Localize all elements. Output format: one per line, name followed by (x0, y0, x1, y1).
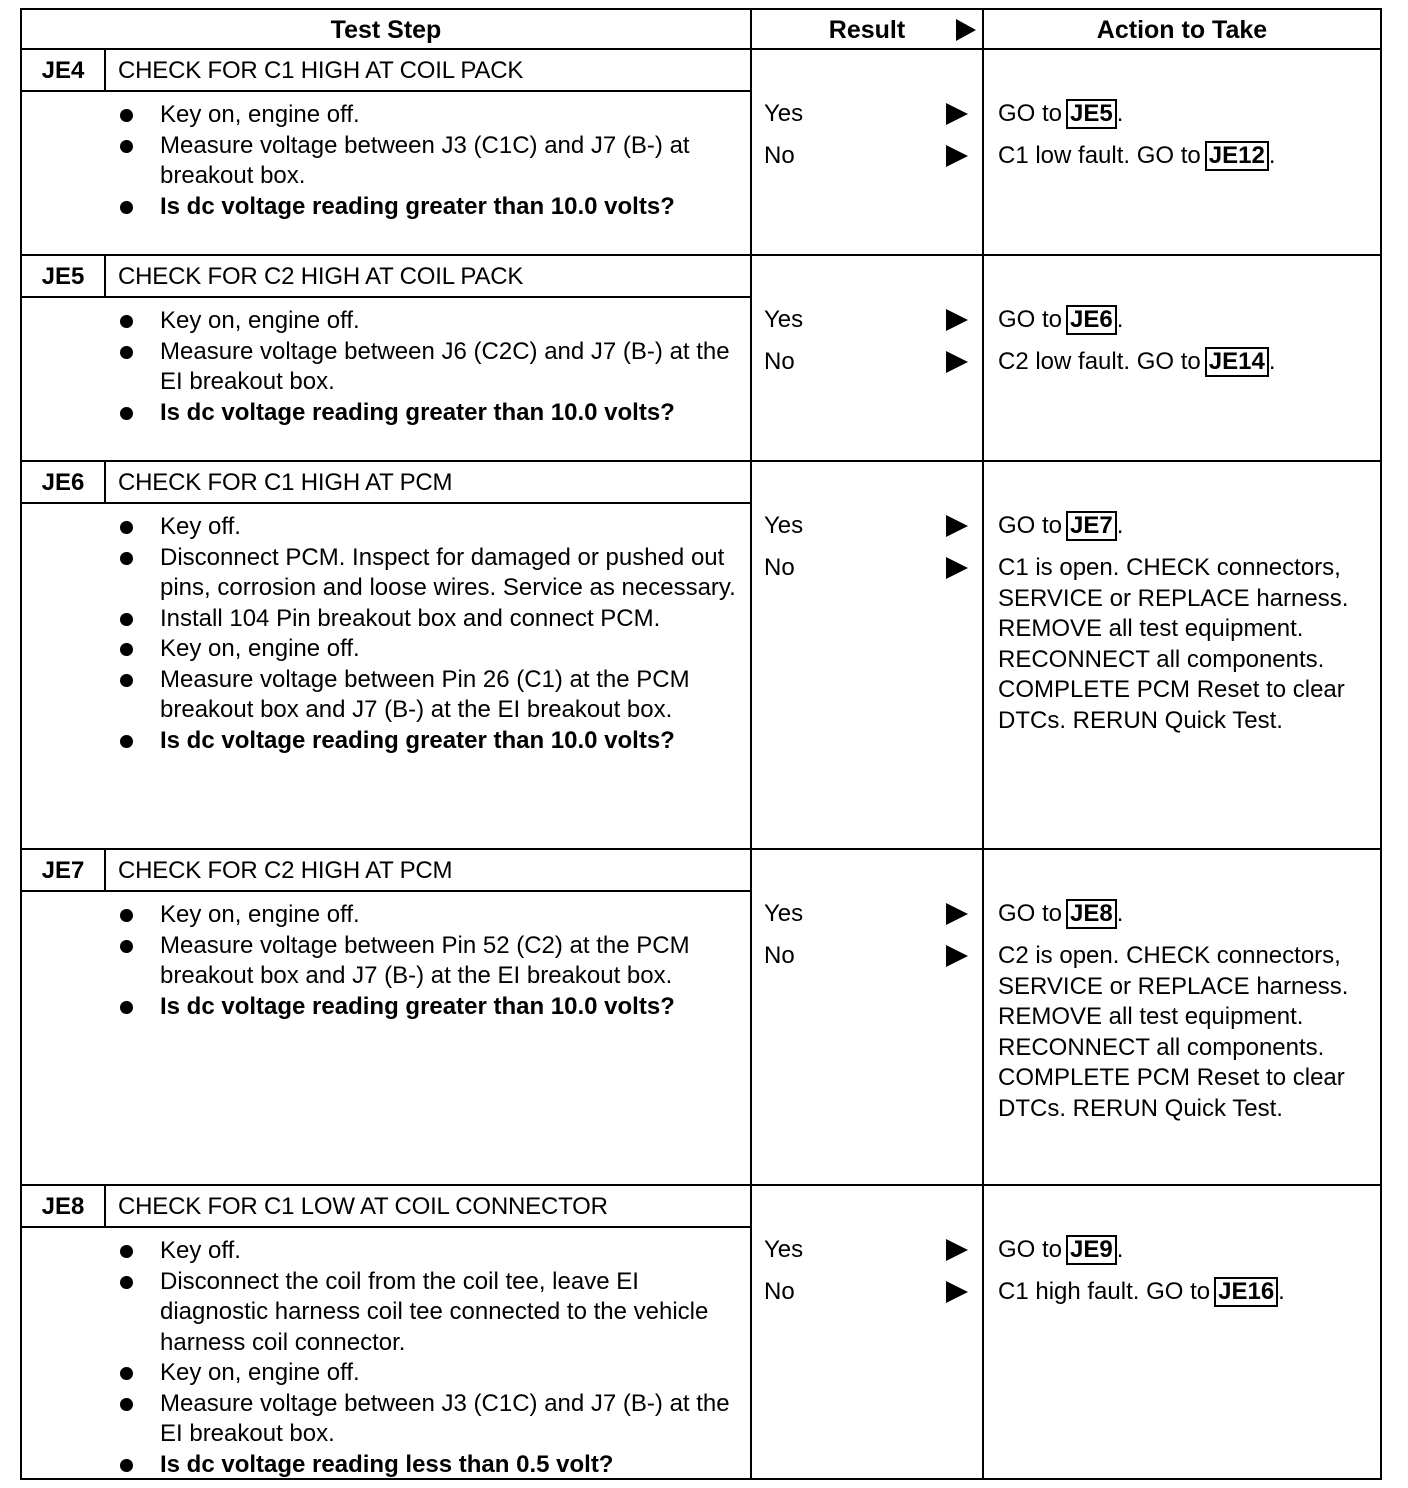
instruction-item (116, 604, 736, 635)
goto-ref-link[interactable]: JE9 (1066, 1235, 1117, 1265)
test-step-cell (22, 50, 752, 254)
test-step-cell (22, 1186, 752, 1478)
step-instructions (116, 306, 736, 428)
action-yes: GO to JE5 . (998, 100, 1124, 127)
step-title-row (22, 850, 750, 892)
action-cell (984, 462, 1380, 848)
arrow-right-icon (946, 309, 968, 331)
instruction-text: Measure voltage between Pin 26 (C1) at the PCM breakout box and J7 (B-) at the EI breakout box. (160, 665, 690, 723)
arrow-right-icon (946, 1281, 968, 1303)
step-row-je6 (22, 462, 1380, 850)
instruction-item (116, 100, 736, 131)
action-cell (984, 1186, 1380, 1478)
bullet-icon (120, 1001, 133, 1014)
goto-ref-link[interactable]: JE6 (1066, 305, 1117, 335)
table-header (22, 10, 1380, 50)
instruction-text: Key on, engine off. (160, 307, 360, 334)
step-id: JE5 (22, 256, 106, 296)
result-cell (752, 256, 984, 460)
question-text: Is dc voltage reading greater than 10.0 volts? (160, 726, 675, 754)
instruction-text: Install 104 Pin breakout box and connect PCM. (160, 604, 661, 632)
arrow-right-icon (946, 903, 968, 925)
result-no-label: No (764, 942, 795, 969)
goto-ref-link[interactable]: JE7 (1066, 511, 1117, 541)
result-no-label: No (764, 348, 795, 375)
question-item (116, 1450, 736, 1481)
bullet-icon (120, 909, 133, 922)
bullet-icon (120, 109, 133, 122)
instruction-text: Key on, engine off. (160, 101, 360, 128)
instruction-text: Key on, engine off. (160, 1359, 360, 1386)
bullet-icon (120, 613, 133, 626)
instruction-item (116, 1389, 736, 1450)
instruction-text: Measure voltage between J6 (C2C) and J7 (B-) at the EI breakout box. (160, 337, 730, 395)
step-instructions (116, 512, 736, 756)
bullet-icon (120, 735, 133, 748)
instruction-item (116, 634, 736, 665)
instruction-item (116, 337, 736, 398)
bullet-icon (120, 1245, 133, 1258)
step-title-row (22, 1186, 750, 1228)
step-row-je7 (22, 850, 1380, 1186)
result-yes-label: Yes (764, 306, 804, 333)
step-row-je4 (22, 50, 1380, 256)
test-step-cell (22, 462, 752, 848)
step-title: CHECK FOR C1 HIGH AT COIL PACK (118, 57, 524, 84)
bullet-icon (120, 643, 133, 656)
arrow-right-icon (946, 945, 968, 967)
result-cell (752, 1186, 984, 1478)
instruction-item (116, 931, 736, 992)
step-row-je5 (22, 256, 1380, 462)
instruction-item (116, 900, 736, 931)
bullet-icon (120, 140, 133, 153)
question-text: Is dc voltage reading greater than 10.0 volts? (160, 398, 675, 426)
diagnostic-table (20, 8, 1382, 1480)
question-text: Is dc voltage reading greater than 10.0 volts? (160, 192, 675, 220)
action-yes-text: GO to (998, 306, 1063, 333)
step-id: JE4 (22, 50, 106, 90)
instruction-item (116, 665, 736, 726)
step-row-je8 (22, 1186, 1380, 1478)
result-yes-label: Yes (764, 1236, 804, 1263)
instruction-item (116, 1236, 736, 1267)
step-instructions (116, 100, 736, 222)
step-title-row (22, 256, 750, 298)
result-no-label: No (764, 554, 795, 581)
goto-ref-link[interactable]: JE8 (1066, 899, 1117, 929)
result-no (764, 940, 974, 972)
bullet-icon (120, 674, 133, 687)
result-yes-label: Yes (764, 100, 804, 127)
action-no-text: C1 high fault. GO to (998, 1278, 1211, 1305)
arrow-right-icon (946, 351, 968, 373)
bullet-icon (120, 1367, 133, 1380)
instruction-text: Key on, engine off. (160, 901, 360, 928)
result-yes (764, 510, 974, 542)
action-no-text: C2 low fault. GO to (998, 348, 1201, 375)
arrow-right-icon (956, 19, 976, 41)
bullet-icon (120, 346, 133, 359)
action-no: C1 high fault. GO to JE16 . (998, 1278, 1285, 1305)
question-text: Is dc voltage reading less than 0.5 volt? (160, 1450, 614, 1478)
instruction-text: Measure voltage between J3 (C1C) and J7 (B-) at the EI breakout box. (160, 1389, 730, 1447)
result-no (764, 140, 974, 172)
action-cell (984, 850, 1380, 1184)
action-yes: GO to JE7 . (998, 512, 1124, 539)
instruction-item (116, 306, 736, 337)
bullet-icon (120, 201, 133, 214)
goto-ref-link[interactable]: JE16 (1214, 1277, 1278, 1307)
step-id: JE7 (22, 850, 106, 890)
step-title: CHECK FOR C2 HIGH AT COIL PACK (118, 263, 524, 290)
action-yes: GO to JE9 . (998, 1236, 1124, 1263)
result-no (764, 552, 974, 584)
question-item (116, 992, 736, 1023)
result-yes-label: Yes (764, 512, 804, 539)
bullet-icon (120, 407, 133, 420)
question-item (116, 726, 736, 757)
action-no: C1 is open. CHECK connectors, SERVICE or REPLACE harness. REMOVE all test equipment. RECONNECT all components. COMPLETE PCM Reset to clear DTCs. RERUN Quick Test. (998, 554, 1349, 734)
arrow-right-icon (946, 145, 968, 167)
step-instructions (116, 900, 736, 1022)
action-cell (984, 50, 1380, 254)
test-step-cell (22, 850, 752, 1184)
step-title: CHECK FOR C2 HIGH AT PCM (118, 857, 453, 884)
header-test-step: Test Step (22, 10, 752, 48)
action-yes-text: GO to (998, 100, 1063, 127)
result-no-label: No (764, 1278, 795, 1305)
action-no: C1 low fault. GO to JE12 . (998, 142, 1276, 169)
action-no: C2 low fault. GO to JE14 . (998, 348, 1276, 375)
step-title-row (22, 462, 750, 504)
step-title-row (22, 50, 750, 92)
bullet-icon (120, 1276, 133, 1289)
result-yes-label: Yes (764, 900, 804, 927)
instruction-text: Key off. (160, 1237, 241, 1264)
action-yes-text: GO to (998, 900, 1063, 927)
goto-ref-link[interactable]: JE14 (1205, 347, 1269, 377)
result-no (764, 346, 974, 378)
bullet-icon (120, 315, 133, 328)
action-yes: GO to JE6 . (998, 306, 1124, 333)
question-item (116, 398, 736, 429)
step-instructions (116, 1236, 736, 1480)
instruction-text: Key on, engine off. (160, 635, 360, 662)
bullet-icon (120, 1459, 133, 1472)
result-no (764, 1276, 974, 1308)
result-no-label: No (764, 142, 795, 169)
question-item (116, 192, 736, 223)
header-result-label: Result (828, 16, 906, 44)
step-id: JE6 (22, 462, 106, 502)
instruction-text: Disconnect the coil from the coil tee, leave EI diagnostic harness coil tee connected to the vehicle harness coil connector. (160, 1267, 709, 1356)
result-cell (752, 850, 984, 1184)
arrow-right-icon (946, 103, 968, 125)
goto-ref-link[interactable]: JE12 (1205, 141, 1269, 171)
step-title: CHECK FOR C1 LOW AT COIL CONNECTOR (118, 1193, 608, 1220)
instruction-item (116, 512, 736, 543)
action-yes: GO to JE8 . (998, 900, 1124, 927)
bullet-icon (120, 940, 133, 953)
result-cell (752, 462, 984, 848)
instruction-item (116, 131, 736, 192)
instruction-text: Measure voltage between J3 (C1C) and J7 (B-) at breakout box. (160, 131, 690, 189)
arrow-right-icon (946, 1239, 968, 1261)
action-cell (984, 256, 1380, 460)
action-no: C2 is open. CHECK connectors, SERVICE or REPLACE harness. REMOVE all test equipment. RECONNECT all components. COMPLETE PCM Reset to clear DTCs. RERUN Quick Test. (998, 942, 1349, 1122)
instruction-item (116, 1358, 736, 1389)
instruction-text: Key off. (160, 513, 241, 540)
test-step-cell (22, 256, 752, 460)
instruction-text: Measure voltage between Pin 52 (C2) at the PCM breakout box and J7 (B-) at the EI breakout box. (160, 931, 690, 989)
instruction-item (116, 1267, 736, 1359)
header-action: Action to Take (1096, 16, 1268, 44)
bullet-icon (120, 1398, 133, 1411)
bullet-icon (120, 552, 133, 565)
bullet-icon (120, 521, 133, 534)
result-yes (764, 304, 974, 336)
action-no-text: C1 low fault. GO to (998, 142, 1201, 169)
action-yes-text: GO to (998, 1236, 1063, 1263)
step-title: CHECK FOR C1 HIGH AT PCM (118, 469, 453, 496)
instruction-text: Disconnect PCM. Inspect for damaged or pushed out pins, corrosion and loose wires. Service as necessary. (160, 543, 736, 601)
step-id: JE8 (22, 1186, 106, 1226)
result-yes (764, 98, 974, 130)
instruction-item (116, 543, 736, 604)
result-cell (752, 50, 984, 254)
arrow-right-icon (946, 515, 968, 537)
action-yes-text: GO to (998, 512, 1063, 539)
header-result (752, 10, 984, 48)
goto-ref-link[interactable]: JE5 (1066, 99, 1117, 129)
result-yes (764, 898, 974, 930)
question-text: Is dc voltage reading greater than 10.0 volts? (160, 992, 675, 1020)
result-yes (764, 1234, 974, 1266)
arrow-right-icon (946, 557, 968, 579)
